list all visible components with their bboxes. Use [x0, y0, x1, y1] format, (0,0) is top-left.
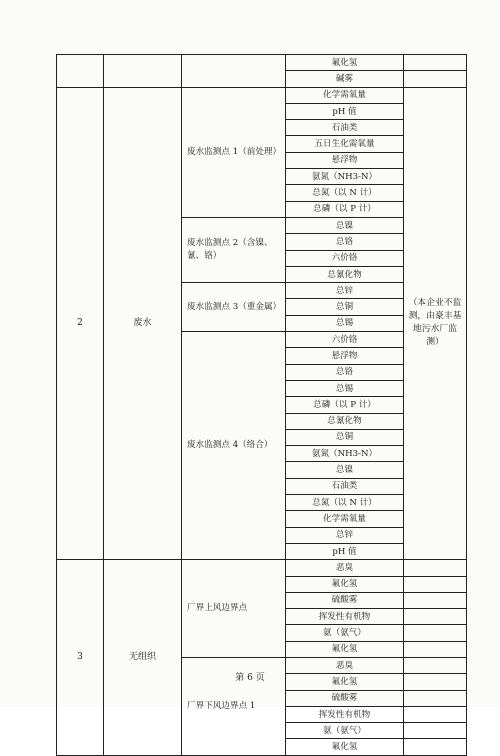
- item-cell: 碱雾: [286, 71, 404, 87]
- seq-cell: 3: [57, 560, 104, 756]
- note-cell: [404, 71, 467, 87]
- item-cell: 总磷（以 P 计）: [286, 201, 404, 217]
- item-cell: pH 值: [286, 103, 404, 119]
- note-cell: [404, 560, 467, 576]
- monitoring-table-body: [57, 55, 467, 756]
- item-cell: 化学需氧量: [286, 511, 404, 527]
- item-cell: 氟化氢: [286, 576, 404, 592]
- item-cell: 氨（氨气）: [286, 723, 404, 739]
- monitoring-point-cell: 废水监测点 3（重金属）: [182, 283, 286, 332]
- item-cell: 氨氮（NH3-N）: [286, 446, 404, 462]
- item-cell: 氟化氢: [286, 55, 404, 71]
- category-cell: 无组织: [104, 560, 182, 756]
- item-cell: 恶臭: [286, 560, 404, 576]
- monitoring-point-cell: 废水监测点 2（含镍、氰、铬）: [182, 217, 286, 282]
- item-cell: 氟化氢: [286, 641, 404, 657]
- item-cell: 石油类: [286, 478, 404, 494]
- item-cell: 总氮（以 N 计）: [286, 495, 404, 511]
- item-cell: 氟化氢: [286, 739, 404, 755]
- item-cell: 总铜: [286, 299, 404, 315]
- item-cell: 总铬: [286, 364, 404, 380]
- monitoring-point-cell: 废水监测点 4（络合）: [182, 332, 286, 560]
- category-cell: 废水: [104, 87, 182, 560]
- note-cell: [404, 609, 467, 625]
- note-cell: [404, 706, 467, 722]
- note-cell: （本企业不监测，由豪丰基地污水厂监测）: [404, 87, 467, 560]
- item-cell: 五日生化需氧量: [286, 136, 404, 152]
- note-cell: [404, 641, 467, 657]
- monitoring-table: [56, 54, 467, 756]
- item-cell: 硫酸雾: [286, 592, 404, 608]
- item-cell: 总镍: [286, 462, 404, 478]
- note-cell: [404, 55, 467, 71]
- seq-cell: [57, 55, 104, 88]
- page-number: 第 6 页: [235, 673, 265, 683]
- note-cell: [404, 690, 467, 706]
- note-cell: [404, 592, 467, 608]
- category-cell: [104, 55, 182, 88]
- item-cell: 总氮（以 N 计）: [286, 185, 404, 201]
- item-cell: 悬浮物: [286, 348, 404, 364]
- item-cell: 氟化氢: [286, 674, 404, 690]
- note-cell: [404, 739, 467, 755]
- item-cell: 悬浮物: [286, 152, 404, 168]
- item-cell: 化学需氧量: [286, 87, 404, 103]
- item-cell: 总磷（以 P 计）: [286, 397, 404, 413]
- item-cell: 总锌: [286, 527, 404, 543]
- note-cell: [404, 576, 467, 592]
- item-cell: 石油类: [286, 120, 404, 136]
- item-cell: 总镍: [286, 217, 404, 233]
- item-cell: 总氰化物: [286, 266, 404, 282]
- item-cell: 总铜: [286, 429, 404, 445]
- table-row: [57, 560, 467, 576]
- item-cell: 总锡: [286, 315, 404, 331]
- item-cell: 恶臭: [286, 657, 404, 673]
- monitoring-point-cell: 厂界下风边界点 1: [182, 657, 286, 755]
- item-cell: 总铬: [286, 234, 404, 250]
- item-cell: 挥发性有机物: [286, 706, 404, 722]
- note-cell: [404, 625, 467, 641]
- seq-cell: 2: [57, 87, 104, 560]
- item-cell: 六价铬: [286, 332, 404, 348]
- item-cell: 氨（氨气）: [286, 625, 404, 641]
- item-cell: 总锌: [286, 283, 404, 299]
- item-cell: 六价铬: [286, 250, 404, 266]
- table-row: [57, 87, 467, 103]
- item-cell: 硫酸雾: [286, 690, 404, 706]
- item-cell: 挥发性有机物: [286, 609, 404, 625]
- monitoring-point-cell: 废水监测点 1（前处理）: [182, 87, 286, 217]
- item-cell: pH 值: [286, 543, 404, 559]
- table-row: [57, 55, 467, 71]
- item-cell: 氨氮（NH3-N）: [286, 169, 404, 185]
- item-cell: 总氰化物: [286, 413, 404, 429]
- monitoring-point-cell: 厂界上风边界点: [182, 560, 286, 658]
- point-cell: [182, 55, 286, 88]
- note-cell: [404, 723, 467, 739]
- item-cell: 总锡: [286, 380, 404, 396]
